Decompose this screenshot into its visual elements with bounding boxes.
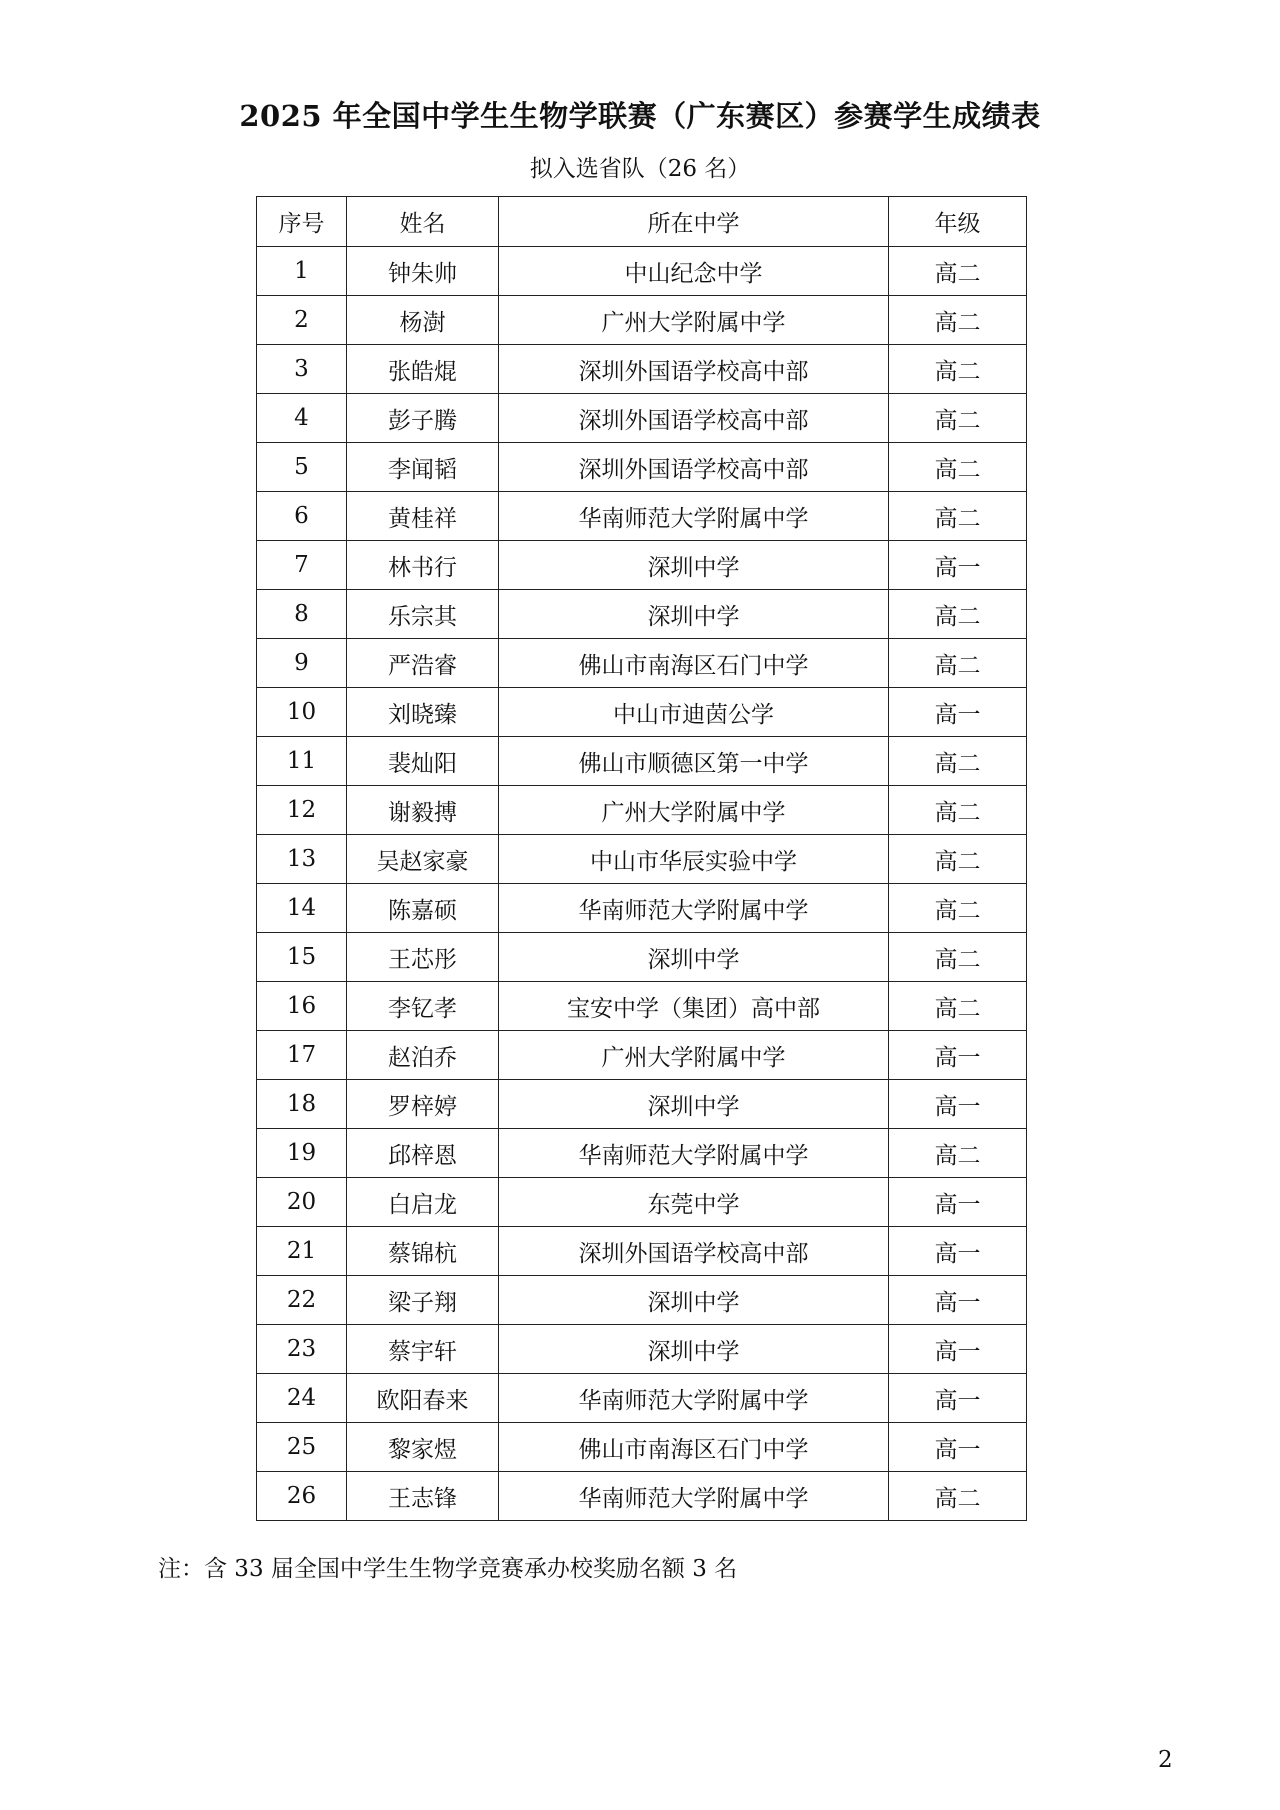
table-row: [257, 443, 1027, 492]
table-row: [257, 1325, 1027, 1374]
cell-school: 广州大学附属中学: [499, 786, 889, 835]
table-row: [257, 247, 1027, 296]
cell-serial: 12: [257, 786, 347, 835]
cell-name: 李闻韬: [347, 443, 499, 492]
cell-grade: 高一: [889, 1080, 1027, 1129]
cell-grade: 高一: [889, 1374, 1027, 1423]
cell-grade: 高二: [889, 345, 1027, 394]
cell-school: 中山市华辰实验中学: [499, 835, 889, 884]
cell-name: 赵泊乔: [347, 1031, 499, 1080]
cell-serial: 24: [257, 1374, 347, 1423]
cell-serial: 25: [257, 1423, 347, 1472]
cell-school: 华南师范大学附属中学: [499, 1472, 889, 1521]
cell-school: 中山纪念中学: [499, 247, 889, 296]
table-row: [257, 492, 1027, 541]
table-row: [257, 933, 1027, 982]
cell-name: 梁子翔: [347, 1276, 499, 1325]
cell-grade: 高二: [889, 394, 1027, 443]
cell-serial: 19: [257, 1129, 347, 1178]
footnote: 注：含 33 届全国中学生生物学竞赛承办校奖励名额 3 名: [158, 1556, 738, 1582]
table-row: [257, 786, 1027, 835]
cell-school: 深圳外国语学校高中部: [499, 443, 889, 492]
cell-serial: 20: [257, 1178, 347, 1227]
cell-school: 宝安中学（集团）高中部: [499, 982, 889, 1031]
cell-grade: 高一: [889, 1423, 1027, 1472]
cell-serial: 14: [257, 884, 347, 933]
cell-school: 广州大学附属中学: [499, 296, 889, 345]
cell-grade: 高一: [889, 688, 1027, 737]
cell-name: 严浩睿: [347, 639, 499, 688]
cell-serial: 3: [257, 345, 347, 394]
table-row: [257, 1227, 1027, 1276]
cell-name: 林书行: [347, 541, 499, 590]
cell-serial: 6: [257, 492, 347, 541]
table-row: [257, 1472, 1027, 1521]
table-row: [257, 884, 1027, 933]
cell-grade: 高二: [889, 737, 1027, 786]
header-school: 所在中学: [499, 197, 889, 247]
table-row: [257, 1178, 1027, 1227]
table-row: [257, 541, 1027, 590]
cell-name: 王芯彤: [347, 933, 499, 982]
cell-serial: 22: [257, 1276, 347, 1325]
cell-serial: 4: [257, 394, 347, 443]
cell-serial: 11: [257, 737, 347, 786]
cell-name: 钟朱帅: [347, 247, 499, 296]
cell-grade: 高二: [889, 786, 1027, 835]
header-name: 姓名: [347, 197, 499, 247]
cell-school: 深圳中学: [499, 541, 889, 590]
cell-serial: 16: [257, 982, 347, 1031]
cell-school: 佛山市顺德区第一中学: [499, 737, 889, 786]
table-row: [257, 1374, 1027, 1423]
table-row: [257, 1129, 1027, 1178]
cell-serial: 10: [257, 688, 347, 737]
cell-grade: 高一: [889, 1276, 1027, 1325]
table-row: [257, 1080, 1027, 1129]
header-serial: 序号: [257, 197, 347, 247]
cell-name: 欧阳春来: [347, 1374, 499, 1423]
cell-name: 黄桂祥: [347, 492, 499, 541]
cell-school: 广州大学附属中学: [499, 1031, 889, 1080]
cell-serial: 17: [257, 1031, 347, 1080]
cell-school: 华南师范大学附属中学: [499, 884, 889, 933]
cell-serial: 23: [257, 1325, 347, 1374]
table-row: [257, 688, 1027, 737]
cell-school: 深圳中学: [499, 1276, 889, 1325]
header-grade: 年级: [889, 197, 1027, 247]
table-row: [257, 345, 1027, 394]
cell-grade: 高二: [889, 982, 1027, 1031]
cell-serial: 2: [257, 296, 347, 345]
cell-grade: 高一: [889, 1178, 1027, 1227]
cell-school: 佛山市南海区石门中学: [499, 639, 889, 688]
cell-grade: 高一: [889, 541, 1027, 590]
cell-serial: 8: [257, 590, 347, 639]
table-body: [257, 247, 1027, 1521]
cell-name: 裴灿阳: [347, 737, 499, 786]
cell-school: 华南师范大学附属中学: [499, 492, 889, 541]
cell-grade: 高二: [889, 247, 1027, 296]
cell-school: 华南师范大学附属中学: [499, 1129, 889, 1178]
cell-serial: 9: [257, 639, 347, 688]
cell-grade: 高一: [889, 1227, 1027, 1276]
cell-name: 彭子腾: [347, 394, 499, 443]
cell-serial: 15: [257, 933, 347, 982]
document-subtitle: 拟入选省队（26 名）: [529, 156, 751, 182]
cell-grade: 高二: [889, 590, 1027, 639]
cell-grade: 高二: [889, 492, 1027, 541]
cell-school: 深圳中学: [499, 1080, 889, 1129]
cell-school: 深圳中学: [499, 933, 889, 982]
document-title: 2025 年全国中学生生物学联赛（广东赛区）参赛学生成绩表: [239, 99, 1041, 133]
cell-serial: 18: [257, 1080, 347, 1129]
cell-name: 白启龙: [347, 1178, 499, 1227]
cell-grade: 高二: [889, 835, 1027, 884]
cell-name: 李钇孝: [347, 982, 499, 1031]
table-row: [257, 1276, 1027, 1325]
table-row: [257, 590, 1027, 639]
cell-school: 佛山市南海区石门中学: [499, 1423, 889, 1472]
cell-grade: 高二: [889, 443, 1027, 492]
cell-serial: 26: [257, 1472, 347, 1521]
table-row: [257, 639, 1027, 688]
cell-school: 华南师范大学附属中学: [499, 1374, 889, 1423]
cell-school: 深圳外国语学校高中部: [499, 1227, 889, 1276]
cell-name: 刘晓臻: [347, 688, 499, 737]
cell-name: 吴赵家豪: [347, 835, 499, 884]
cell-grade: 高一: [889, 1325, 1027, 1374]
cell-name: 张皓焜: [347, 345, 499, 394]
cell-name: 蔡宇轩: [347, 1325, 499, 1374]
cell-school: 深圳外国语学校高中部: [499, 394, 889, 443]
results-table: [256, 196, 1027, 1521]
cell-school: 深圳外国语学校高中部: [499, 345, 889, 394]
cell-name: 罗梓婷: [347, 1080, 499, 1129]
cell-name: 陈嘉硕: [347, 884, 499, 933]
cell-serial: 5: [257, 443, 347, 492]
cell-name: 杨澍: [347, 296, 499, 345]
table-row: [257, 1031, 1027, 1080]
cell-serial: 13: [257, 835, 347, 884]
cell-school: 深圳中学: [499, 590, 889, 639]
table-row: [257, 296, 1027, 345]
table-row: [257, 1423, 1027, 1472]
cell-grade: 高二: [889, 296, 1027, 345]
cell-name: 蔡锦杭: [347, 1227, 499, 1276]
cell-serial: 7: [257, 541, 347, 590]
cell-name: 谢毅搏: [347, 786, 499, 835]
cell-serial: 1: [257, 247, 347, 296]
cell-school: 中山市迪茵公学: [499, 688, 889, 737]
cell-name: 黎家煜: [347, 1423, 499, 1472]
cell-grade: 高二: [889, 884, 1027, 933]
cell-grade: 高二: [889, 933, 1027, 982]
cell-name: 邱梓恩: [347, 1129, 499, 1178]
table-row: [257, 737, 1027, 786]
table-row: [257, 394, 1027, 443]
cell-school: 深圳中学: [499, 1325, 889, 1374]
cell-grade: 高二: [889, 639, 1027, 688]
cell-grade: 高二: [889, 1129, 1027, 1178]
cell-name: 王志锋: [347, 1472, 499, 1521]
table-header-row: [257, 197, 1027, 247]
cell-name: 乐宗其: [347, 590, 499, 639]
cell-school: 东莞中学: [499, 1178, 889, 1227]
cell-serial: 21: [257, 1227, 347, 1276]
cell-grade: 高一: [889, 1031, 1027, 1080]
table-row: [257, 982, 1027, 1031]
cell-grade: 高二: [889, 1472, 1027, 1521]
table-row: [257, 835, 1027, 884]
page-number: 2: [1158, 1747, 1173, 1773]
